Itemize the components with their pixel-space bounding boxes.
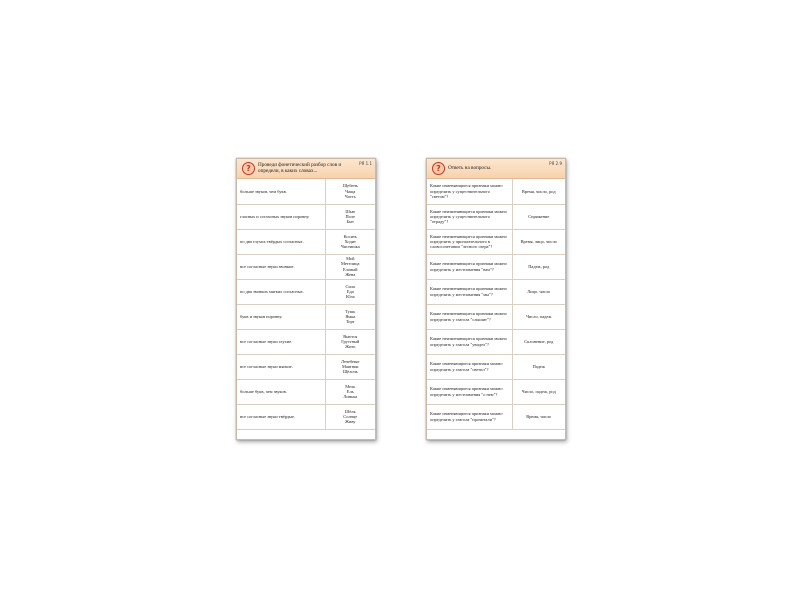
answer-word: Лечебные (341, 358, 360, 364)
row-answers (325, 329, 375, 354)
answer-word: Еловый (343, 266, 358, 272)
answer-word: Щебень (342, 183, 358, 189)
table-row (427, 204, 565, 229)
row-answers (325, 254, 375, 279)
phonetic-analysis-card (236, 158, 376, 440)
table-row (237, 229, 375, 254)
answer-word: Ямка (345, 313, 356, 319)
table-row (427, 179, 565, 204)
card-title: Проведи фонетический разбор слов и определи, в каких словах... (258, 162, 342, 174)
table-row (237, 204, 375, 229)
table-row (427, 229, 565, 254)
row-question: все согласные звуки мягкие. (237, 354, 325, 379)
answer-word: Жить (345, 344, 356, 350)
row-question: Какие неизменяющиеся признаки можно определить у прилагательного в словосочетании "лесного озера"? (427, 229, 512, 254)
answer-word: Тушь (345, 308, 356, 314)
answer-word: Солнце (343, 413, 358, 419)
card-header (427, 159, 565, 179)
row-question: гласных и согласных звуков поровну. (237, 204, 325, 229)
row-question: Какие неизменяющиеся признаки можно определить у глагола "слышит"? (427, 304, 512, 329)
answer-word: Вьются (343, 333, 358, 339)
row-question: по два глухих твёрдых согласных. (237, 229, 325, 254)
table-row (427, 329, 565, 354)
answer-word: Шёлк (344, 408, 356, 414)
row-question: все согласные звуки глухие. (237, 329, 325, 354)
row-answers (325, 404, 375, 429)
row-question: Какие неизменяющиеся признаки можно определить у существительного "отраду"? (427, 204, 512, 229)
card-title: Ответь на вопросы. (448, 165, 492, 171)
table-row (427, 404, 565, 429)
table-row (237, 379, 375, 404)
row-answer: Падеж, род (512, 254, 565, 279)
answer-word: Еда (346, 288, 354, 294)
row-answer: Число, падеж (512, 304, 565, 329)
row-answer: Склонение, род (512, 329, 565, 354)
answer-word: Мель (345, 383, 356, 389)
answer-word: Сила (345, 283, 355, 289)
row-answer: Время, лицо, число (512, 229, 565, 254)
table-row (237, 304, 375, 329)
row-question: Какие неизменяющиеся признаки можно определить у глагола "увидел"? (427, 329, 512, 354)
row-answers (325, 354, 375, 379)
answer-word: Торт (345, 319, 355, 325)
row-question: букв и звуков поровну. (237, 304, 325, 329)
row-question: все согласные звуки звонкие. (237, 254, 325, 279)
row-question: Какие изменяющиеся признаки можно определить у существительного "светом"? (427, 179, 512, 204)
row-answer: Время, число, род (512, 179, 565, 204)
table-row (427, 379, 565, 404)
question-icon: ? (242, 162, 255, 175)
table-row (237, 404, 375, 429)
table-row (237, 179, 375, 204)
row-answers (325, 279, 375, 304)
answer-word: Мой (346, 256, 355, 262)
row-answer: Лицо, число (512, 279, 565, 304)
row-answer: Время, число (512, 404, 565, 429)
table-row (237, 254, 375, 279)
card-header (237, 159, 375, 179)
row-answers (325, 304, 375, 329)
row-answers (325, 179, 375, 204)
answer-word: Поле (345, 213, 355, 219)
card-code: РЯ 2.9 (549, 161, 562, 166)
answer-word: Маятник (341, 363, 359, 369)
row-question: Какие изменяющиеся признаки можно определить у местоимения "о нем"? (427, 379, 512, 404)
card-code: РЯ 1.1 (359, 161, 372, 166)
row-answer: Спряжение (512, 204, 565, 229)
questions-card (426, 158, 566, 440)
answer-word: Щёлочь (342, 369, 358, 375)
answer-word: Ходит (344, 238, 356, 244)
row-answers (325, 204, 375, 229)
question-icon: ? (432, 162, 445, 175)
answer-word: Юла (345, 294, 355, 300)
row-answer: Число, падеж, род (512, 379, 565, 404)
row-question: Какие неизменяющиеся признаки можно определить у местоимения "мы"? (427, 279, 512, 304)
table-row (237, 279, 375, 304)
row-answers (325, 229, 375, 254)
table-row (237, 329, 375, 354)
answer-word: Жена (345, 271, 356, 277)
table-row (237, 354, 375, 379)
answer-word: Живу (345, 419, 356, 425)
answer-word: Метелица (340, 261, 360, 267)
row-question: Какие изменяющиеся признаки можно определить у глагола "светил"? (427, 354, 512, 379)
row-question: все согласные звуки твёрдые. (237, 404, 325, 429)
answer-word: Линька (343, 394, 358, 400)
row-question: по два звонких мягких согласных. (237, 279, 325, 304)
row-answer: Падеж (512, 354, 565, 379)
answer-word: Быт (346, 219, 354, 225)
answer-word: Ель (346, 388, 354, 394)
card-table (427, 179, 565, 430)
answer-word: Чаща (345, 188, 356, 194)
row-question: больше звуков, чем букв. (237, 179, 325, 204)
row-question: больше букв, чем звуков. (237, 379, 325, 404)
answer-word: Чистишка (340, 244, 360, 250)
table-row (427, 304, 565, 329)
table-row (427, 279, 565, 304)
card-table (237, 179, 375, 430)
row-question: Какие неизменяющиеся признаки можно определить у местоимения "вам"? (427, 254, 512, 279)
table-row (427, 354, 565, 379)
answer-word: Косить (343, 233, 357, 239)
row-answers (325, 379, 375, 404)
row-question: Какие изменяющиеся признаки можно определить у глагола "прочитали"? (427, 404, 512, 429)
answer-word: Шью (345, 208, 356, 214)
table-row (427, 254, 565, 279)
answer-word: Часть (344, 193, 356, 199)
answer-word: Грустный (341, 338, 360, 344)
